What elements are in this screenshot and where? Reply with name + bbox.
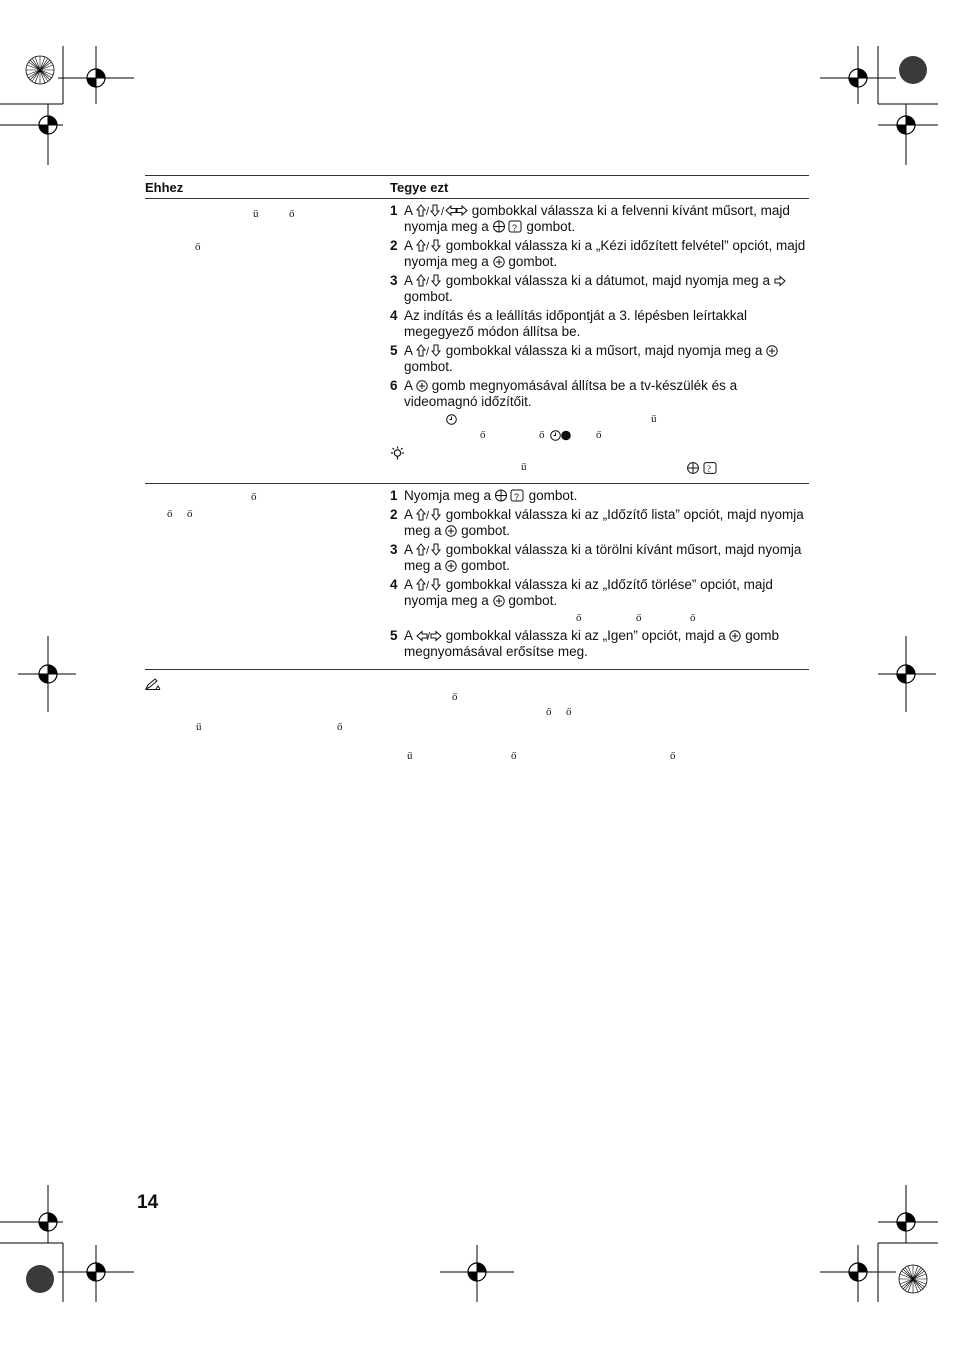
ok-button-icon bbox=[416, 380, 428, 392]
arrow-up-down-left-right-icon bbox=[416, 204, 468, 217]
glyph-fragment: ő bbox=[670, 750, 676, 762]
glyph-fragment: ű bbox=[407, 750, 413, 762]
row1-steps bbox=[390, 203, 809, 477]
arrow-right-icon bbox=[774, 275, 786, 287]
guide-info-button-icon bbox=[493, 220, 523, 233]
glyph-fragment: ő bbox=[452, 691, 458, 703]
row1-purpose bbox=[145, 203, 390, 477]
arrow-up-down-icon bbox=[416, 578, 442, 591]
step-6-subnote bbox=[404, 413, 809, 429]
arrow-left-right-icon bbox=[416, 630, 442, 642]
ok-button-icon bbox=[729, 630, 741, 642]
ok-button-icon bbox=[493, 595, 505, 607]
step-5: 5 A / gombokkal válassza ki az „Igen” opciót, majd a gomb megnyomásával erősítse meg. bbox=[390, 628, 779, 659]
glyph-fragment: ő bbox=[187, 508, 193, 520]
glyph-fragment: ő bbox=[546, 706, 552, 718]
table-row bbox=[145, 199, 809, 483]
svg-text:/: / bbox=[426, 580, 430, 591]
svg-text:/: / bbox=[426, 206, 430, 217]
ok-button-icon bbox=[445, 525, 457, 537]
tip-text bbox=[404, 461, 809, 477]
step-6: 6 A gomb megnyomásával állítsa be a tv-készülék és a videomagnó időzítőit. bbox=[390, 378, 738, 409]
ok-button-icon bbox=[493, 256, 505, 268]
svg-text:/: / bbox=[426, 545, 430, 556]
glyph-fragment: ű bbox=[521, 461, 527, 473]
arrow-up-down-icon bbox=[416, 274, 442, 287]
glyph-fragment: ő bbox=[576, 612, 582, 624]
glyph-fragment: ő bbox=[539, 429, 545, 441]
glyph-fragment: ő bbox=[480, 429, 486, 441]
ok-button-icon bbox=[766, 345, 778, 357]
step-2: 2 A / gombokkal válassza ki az „Időzítő lista” opciót, majd nyomja meg a gombot. bbox=[390, 507, 804, 538]
step-3: 3 A / gombokkal válassza ki a dátumot, majd nyomja meg a gombot. bbox=[390, 273, 809, 305]
glyph-fragment: ő bbox=[636, 612, 642, 624]
svg-text:/: / bbox=[426, 276, 430, 287]
svg-text:?: ? bbox=[513, 492, 519, 502]
glyph-fragment: ő bbox=[195, 241, 201, 253]
glyph-fragment: ő bbox=[337, 721, 343, 733]
glyph-fragment: ü bbox=[253, 208, 259, 220]
svg-text:?: ? bbox=[707, 464, 711, 474]
arrow-up-down-icon bbox=[416, 344, 442, 357]
step-3: 3 A / gombokkal válassza ki a törölni kívánt műsort, majd nyomja meg a gombot. bbox=[390, 542, 802, 573]
step-1: 1 Nyomja meg a ? gombot. bbox=[390, 488, 578, 503]
svg-text:/: / bbox=[426, 241, 430, 252]
glyph-fragment: ő bbox=[596, 429, 602, 441]
instruction-table bbox=[145, 175, 809, 670]
svg-text:?: ? bbox=[511, 223, 517, 233]
note-pencil-icon bbox=[145, 678, 161, 690]
glyph-fragment: ő bbox=[251, 491, 257, 503]
step-6-subnote-2 bbox=[404, 429, 809, 445]
row2-steps bbox=[390, 488, 809, 663]
lightbulb-tip-icon bbox=[390, 446, 405, 460]
arrow-up-down-icon bbox=[416, 508, 442, 521]
step-4: 4 A / gombokkal válassza ki az „Időzítő törlése” opciót, majd nyomja meg a gombot. bbox=[390, 577, 773, 608]
svg-text:/: / bbox=[441, 206, 445, 217]
ok-button-icon bbox=[445, 560, 457, 572]
step-4-subnote bbox=[404, 612, 809, 628]
step-1: 1 A / / gombokkal válassza ki a felvenni kívánt műsort, majd nyomja meg a ? gombot. bbox=[390, 203, 790, 234]
table-row bbox=[145, 484, 809, 669]
glyph-fragment: ű bbox=[196, 721, 202, 733]
step-2: 2 A / gombokkal válassza ki a „Kézi időzített felvétel” opciót, majd nyomja meg a gombot. bbox=[390, 238, 806, 269]
table-bottom-rule bbox=[145, 669, 809, 670]
guide-info-button-icon bbox=[495, 489, 525, 502]
notes-section bbox=[145, 676, 809, 766]
tip-line bbox=[390, 445, 809, 461]
glyph-fragment: ő bbox=[511, 750, 517, 762]
glyph-fragment: ű bbox=[651, 413, 657, 425]
header-col2: Tegye ezt bbox=[390, 179, 449, 195]
guide-info-button-icon bbox=[687, 462, 719, 474]
svg-text:/: / bbox=[426, 346, 430, 357]
svg-text:/: / bbox=[426, 510, 430, 521]
glyph-fragment: ő bbox=[167, 508, 173, 520]
page-number: 14 bbox=[137, 1192, 159, 1213]
svg-text:/: / bbox=[427, 631, 431, 642]
step-5: 5 A / gombokkal válassza ki a műsort, majd nyomja meg a gombot. bbox=[390, 343, 809, 375]
glyph-fragment: ő bbox=[289, 208, 295, 220]
header-col1: Ehhez bbox=[145, 179, 184, 195]
table-header bbox=[145, 176, 809, 198]
step-4: 4 Az indítás és a leállítás időpontját a 3. lépésben leírtakkal megegyező módon állítsa be. bbox=[390, 308, 747, 339]
clock-icon bbox=[446, 414, 457, 425]
glyph-fragment: ő bbox=[690, 612, 696, 624]
timer-record-icon bbox=[550, 430, 572, 441]
row2-purpose bbox=[145, 488, 390, 663]
glyph-fragment: ő bbox=[566, 706, 572, 718]
arrow-up-down-icon bbox=[416, 239, 442, 252]
arrow-up-down-icon bbox=[416, 543, 442, 556]
